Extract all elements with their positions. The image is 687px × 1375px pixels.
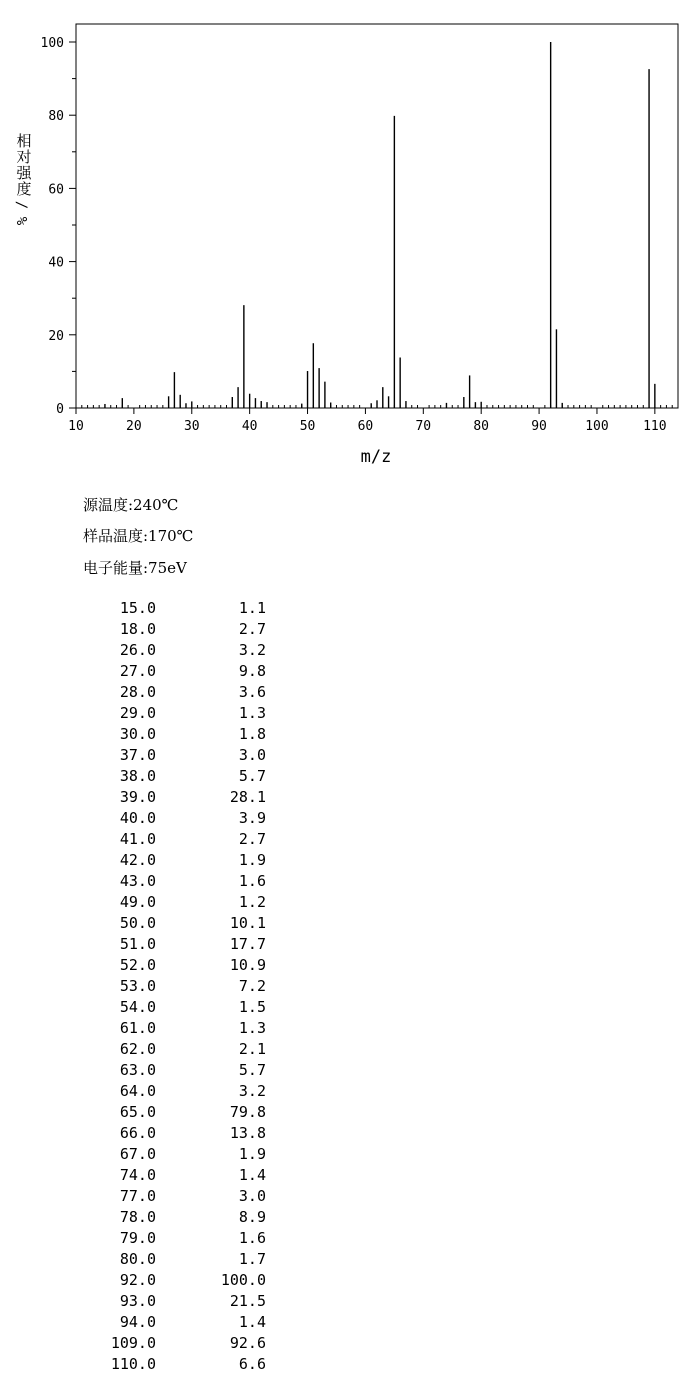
abundance-cell: 5.7 bbox=[238, 767, 266, 785]
mz-cell: 63.0 bbox=[119, 1061, 156, 1079]
table-row bbox=[100, 871, 266, 892]
mz-cell: 94.0 bbox=[119, 1313, 156, 1331]
mz-cell: 52.0 bbox=[119, 956, 156, 974]
minor-ticks bbox=[72, 79, 678, 408]
table-row bbox=[100, 619, 266, 640]
mz-cell: 66.0 bbox=[119, 1124, 156, 1142]
y-label-char: 相 bbox=[16, 132, 32, 150]
abundance-cell: 79.8 bbox=[229, 1103, 266, 1121]
x-tick-label: 60 bbox=[357, 419, 374, 434]
table-row bbox=[100, 1270, 266, 1291]
mz-cell: 110.0 bbox=[110, 1355, 156, 1373]
mz-cell: 29.0 bbox=[119, 704, 156, 722]
x-tick-label: 20 bbox=[126, 419, 142, 434]
mz-cell: 93.0 bbox=[119, 1292, 156, 1310]
y-axis bbox=[41, 36, 76, 417]
abundance-cell: 7.2 bbox=[238, 977, 266, 995]
y-tick-label: 60 bbox=[48, 182, 64, 198]
table-row bbox=[100, 892, 266, 913]
table-row bbox=[100, 808, 266, 829]
mz-cell: 67.0 bbox=[119, 1145, 156, 1163]
abundance-cell: 3.9 bbox=[238, 809, 266, 827]
table-row bbox=[100, 997, 266, 1018]
mz-cell: 109.0 bbox=[110, 1334, 156, 1352]
abundance-cell: 3.2 bbox=[238, 1082, 266, 1100]
table-row bbox=[100, 913, 266, 934]
mz-cell: 49.0 bbox=[119, 893, 156, 911]
y-label-char: 对 bbox=[16, 148, 32, 166]
mz-cell: 51.0 bbox=[119, 935, 156, 953]
y-tick-label: 20 bbox=[48, 328, 64, 344]
table-row bbox=[100, 976, 266, 997]
y-label-char: % bbox=[13, 216, 29, 226]
mz-cell: 40.0 bbox=[119, 809, 156, 827]
table-row bbox=[100, 745, 266, 766]
abundance-cell: 1.4 bbox=[238, 1313, 266, 1331]
abundance-cell: 5.7 bbox=[238, 1061, 266, 1079]
abundance-cell: 1.6 bbox=[238, 1229, 266, 1247]
mz-cell: 80.0 bbox=[119, 1250, 156, 1268]
table-row bbox=[100, 598, 266, 619]
abundance-cell: 1.5 bbox=[238, 998, 266, 1016]
table-row bbox=[100, 1102, 266, 1123]
abundance-cell: 1.1 bbox=[238, 599, 266, 617]
y-tick-label: 80 bbox=[48, 109, 64, 125]
mz-cell: 30.0 bbox=[119, 725, 156, 743]
mz-cell: 78.0 bbox=[119, 1208, 156, 1226]
abundance-cell: 8.9 bbox=[238, 1208, 266, 1226]
mz-cell: 77.0 bbox=[119, 1187, 156, 1205]
table-row bbox=[100, 724, 266, 745]
mz-cell: 27.0 bbox=[119, 662, 156, 680]
abundance-cell: 1.3 bbox=[238, 704, 266, 722]
abundance-cell: 2.1 bbox=[238, 1040, 266, 1058]
table-row bbox=[100, 955, 266, 976]
mz-cell: 54.0 bbox=[119, 998, 156, 1016]
x-tick-label: 30 bbox=[183, 419, 200, 434]
abundance-cell: 1.7 bbox=[238, 1250, 266, 1268]
abundance-cell: 1.9 bbox=[238, 1145, 266, 1163]
abundance-cell: 21.5 bbox=[229, 1292, 266, 1310]
x-tick-label: 10 bbox=[68, 419, 84, 434]
table-row bbox=[100, 1354, 266, 1375]
peak-table bbox=[100, 598, 266, 1375]
mz-cell: 37.0 bbox=[119, 746, 156, 764]
mz-cell: 61.0 bbox=[119, 1019, 156, 1037]
x-axis-label: m/z bbox=[360, 447, 392, 467]
table-row bbox=[100, 703, 266, 724]
y-axis-label bbox=[13, 132, 32, 226]
mz-cell: 65.0 bbox=[119, 1103, 156, 1121]
mass-spectrum-chart bbox=[0, 0, 687, 480]
y-label-char: 度 bbox=[16, 180, 32, 198]
y-label-char: 强 bbox=[16, 164, 32, 182]
x-tick-label: 40 bbox=[241, 419, 258, 434]
abundance-cell: 13.8 bbox=[229, 1124, 266, 1142]
mz-cell: 50.0 bbox=[119, 914, 156, 932]
table-row bbox=[100, 766, 266, 787]
abundance-cell: 2.7 bbox=[238, 830, 266, 848]
abundance-cell: 9.8 bbox=[238, 662, 266, 680]
mz-cell: 53.0 bbox=[119, 977, 156, 995]
abundance-cell: 2.7 bbox=[238, 620, 266, 638]
table-row bbox=[100, 1312, 266, 1333]
abundance-cell: 1.3 bbox=[238, 1019, 266, 1037]
mz-cell: 39.0 bbox=[119, 788, 156, 806]
y-tick-label: 40 bbox=[48, 255, 64, 271]
table-row bbox=[100, 787, 266, 808]
mz-cell: 42.0 bbox=[119, 851, 156, 869]
table-row bbox=[100, 1144, 266, 1165]
source-temperature: 源温度:240℃ bbox=[83, 496, 179, 514]
abundance-cell: 1.2 bbox=[238, 893, 266, 911]
abundance-cell: 1.8 bbox=[238, 725, 266, 743]
x-tick-label: 110 bbox=[643, 419, 667, 434]
mz-cell: 18.0 bbox=[119, 620, 156, 638]
x-tick-label: 80 bbox=[473, 419, 490, 434]
x-tick-label: 90 bbox=[531, 419, 547, 434]
table-row bbox=[100, 1186, 266, 1207]
x-axis bbox=[68, 408, 666, 434]
table-row bbox=[100, 1039, 266, 1060]
table-row bbox=[100, 1291, 266, 1312]
x-tick-label: 50 bbox=[299, 419, 316, 434]
abundance-cell: 17.7 bbox=[229, 935, 266, 953]
table-row bbox=[100, 1333, 266, 1354]
y-tick-label: 0 bbox=[56, 402, 64, 417]
abundance-cell: 10.1 bbox=[229, 914, 266, 932]
mz-cell: 41.0 bbox=[119, 830, 156, 848]
plot-frame bbox=[76, 24, 678, 408]
abundance-cell: 3.0 bbox=[238, 1187, 266, 1205]
abundance-cell: 10.9 bbox=[229, 956, 266, 974]
y-label-char: / bbox=[13, 200, 29, 210]
table-row bbox=[100, 1123, 266, 1144]
abundance-cell: 3.0 bbox=[238, 746, 266, 764]
abundance-cell: 3.2 bbox=[238, 641, 266, 659]
table-row bbox=[100, 1207, 266, 1228]
table-row bbox=[100, 661, 266, 682]
mz-cell: 62.0 bbox=[119, 1040, 156, 1058]
table-row bbox=[100, 850, 266, 871]
abundance-cell: 100.0 bbox=[220, 1271, 266, 1289]
table-row bbox=[100, 1081, 266, 1102]
mz-cell: 64.0 bbox=[119, 1082, 156, 1100]
mz-cell: 38.0 bbox=[119, 767, 156, 785]
table-row bbox=[100, 829, 266, 850]
abundance-cell: 28.1 bbox=[229, 788, 266, 806]
x-tick-label: 70 bbox=[415, 419, 432, 434]
mz-cell: 43.0 bbox=[119, 872, 156, 890]
table-row bbox=[100, 934, 266, 955]
table-row bbox=[100, 1060, 266, 1081]
mz-cell: 92.0 bbox=[119, 1271, 156, 1289]
table-row bbox=[100, 1249, 266, 1270]
abundance-cell: 1.9 bbox=[238, 851, 266, 869]
table-row bbox=[100, 1165, 266, 1186]
x-tick-label: 100 bbox=[585, 419, 609, 434]
abundance-cell: 3.6 bbox=[238, 683, 266, 701]
mz-cell: 79.0 bbox=[119, 1229, 156, 1247]
table-row bbox=[100, 1228, 266, 1249]
table-row bbox=[100, 1018, 266, 1039]
abundance-cell: 1.4 bbox=[238, 1166, 266, 1184]
abundance-cell: 1.6 bbox=[238, 872, 266, 890]
abundance-cell: 92.6 bbox=[229, 1334, 266, 1352]
mz-cell: 74.0 bbox=[119, 1166, 156, 1184]
electron-energy: 电子能量:75eV bbox=[83, 559, 187, 577]
mz-cell: 15.0 bbox=[119, 599, 156, 617]
mz-cell: 28.0 bbox=[119, 683, 156, 701]
mz-cell: 26.0 bbox=[119, 641, 156, 659]
sample-temperature: 样品温度:170℃ bbox=[83, 527, 194, 545]
table-row bbox=[100, 640, 266, 661]
y-tick-label: 100 bbox=[40, 36, 64, 51]
table-row bbox=[100, 682, 266, 703]
abundance-cell: 6.6 bbox=[238, 1355, 266, 1373]
spectrum-bars bbox=[105, 42, 655, 408]
